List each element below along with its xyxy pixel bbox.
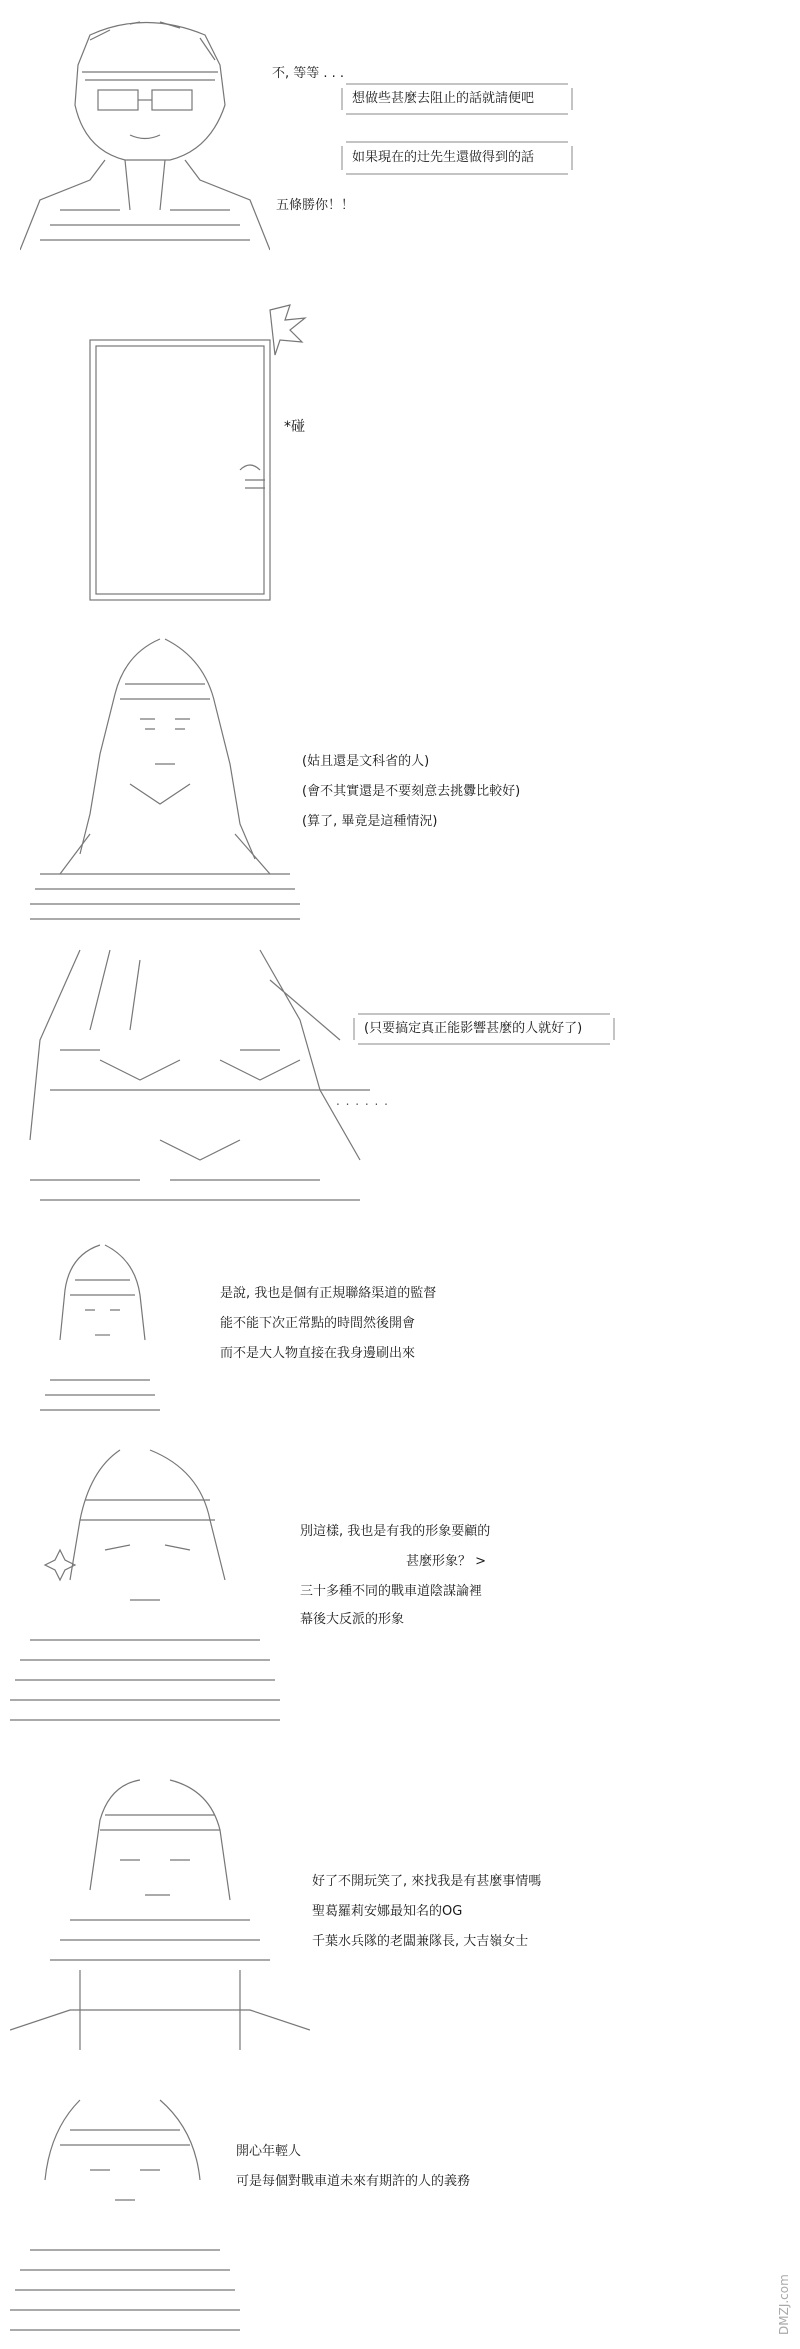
dialogue-line: 好了不開玩笑了, 來找我是有甚麼事情嗎 xyxy=(312,1874,542,1889)
dialogue-line: 千葉水兵隊的老闆兼隊長, 大吉嶺女士 xyxy=(312,1934,529,1949)
ascii-art-character-seated xyxy=(10,1770,310,2070)
ascii-art-character-sparkle xyxy=(10,1440,280,1740)
dialogue-line: 三十多種不同的戰車道陰謀論裡 xyxy=(300,1584,483,1599)
dialogue-line: 不, 等等 . . . xyxy=(272,66,345,81)
ellipsis-dots: . . . . . . xyxy=(336,1094,389,1108)
thought-bubble-text: (只要搞定真正能影響甚麼的人就好了) xyxy=(364,1021,583,1036)
dialogue-line: 是說, 我也是個有正規聯絡渠道的監督 xyxy=(220,1286,437,1301)
thought-line: (姑且還是文科省的人) xyxy=(302,754,430,769)
ascii-art-character-long-hair xyxy=(30,634,300,924)
thought-bubble xyxy=(350,1010,618,1048)
dialogue-line: 別這樣, 我也是有我的形象要顧的 xyxy=(300,1524,491,1539)
speech-bubble-text: 想做些甚麼去阻止的話就請便吧 xyxy=(352,91,535,106)
dialogue-line: 能不能下次正常點的時間然後開會 xyxy=(220,1316,416,1331)
panel-7 xyxy=(0,1750,800,2080)
dialogue-line: 開心年輕人 xyxy=(236,2144,302,2159)
watermark-logo xyxy=(772,2267,794,2337)
panel-6 xyxy=(0,1430,800,1750)
ascii-art-character-small xyxy=(40,1240,160,1420)
thought-line: (算了, 畢竟是這種情況) xyxy=(302,814,438,829)
watermark-text: DMZJ.com xyxy=(777,2274,791,2335)
ascii-art-character-closeup xyxy=(20,940,380,1210)
panel-4 xyxy=(0,930,800,1230)
dialogue-line: 幕後大反派的形象 xyxy=(300,1612,405,1627)
thought-line: (會不其實還是不要刻意去挑釁比較好) xyxy=(302,784,521,799)
ascii-art-door xyxy=(80,300,330,610)
panel-5 xyxy=(0,1230,800,1430)
dialogue-line: 五條勝你！！ xyxy=(276,198,355,213)
dialogue-line: 聖葛羅莉安娜最知名的OG xyxy=(312,1904,463,1919)
dialogue-line: 甚麼形象？ > xyxy=(406,1554,487,1569)
ascii-art-character-glasses xyxy=(20,10,270,260)
ascii-art-character-hat xyxy=(10,2090,240,2340)
speech-bubble-text: 如果現在的辻先生還做得到的話 xyxy=(352,150,535,165)
dialogue-line: 可是每個對戰車道未來有期許的人的義務 xyxy=(236,2174,471,2189)
panel-3 xyxy=(0,620,800,930)
speech-bubble xyxy=(338,138,576,178)
speech-bubble xyxy=(338,80,576,118)
panel-1 xyxy=(0,0,800,290)
sound-effect: *碰 xyxy=(284,419,305,435)
panel-2 xyxy=(0,290,800,620)
dialogue-line: 而不是大人物直接在我身邊刷出來 xyxy=(220,1346,416,1361)
panel-8 xyxy=(0,2080,800,2349)
